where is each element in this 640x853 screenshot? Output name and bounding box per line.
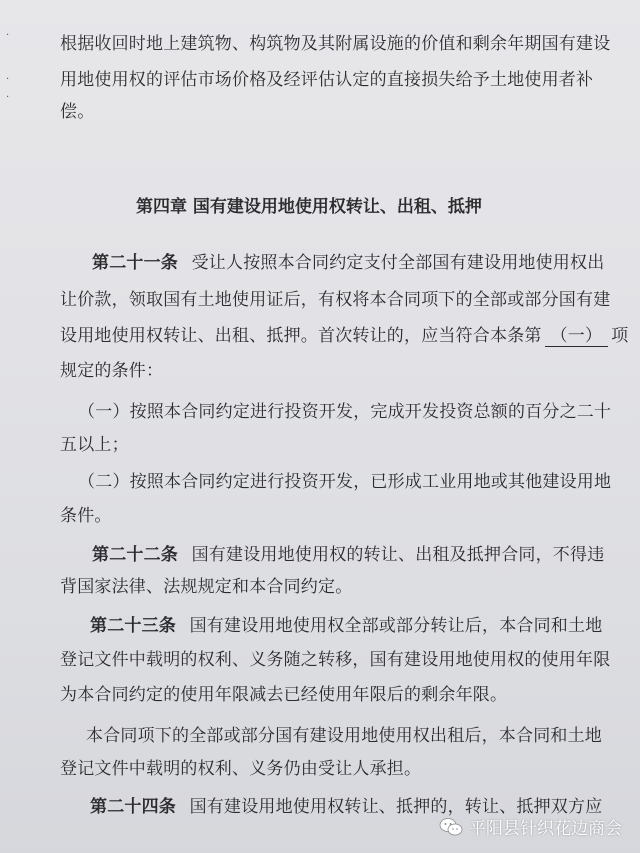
watermark (439, 814, 622, 839)
margin-mark: · (6, 30, 10, 41)
article-21-text: 受让人按照本合同约定支付全部国有建设用地使用权出 (191, 253, 605, 273)
article-21-blank-field: （一） (545, 326, 609, 347)
article-21-line-4: 规定的条件： (60, 361, 164, 381)
wechat-icon (439, 817, 463, 837)
article-21-line-3 (60, 326, 628, 347)
article-22-text: 国有建设用地使用权的转让、出租及抵押合同，不得违 (191, 545, 605, 565)
article-23-para2-line-2: 登记文件中载明的权利、义务仍由受让人承担。 (60, 759, 422, 779)
article-23-para2-line-1: 本合同项下的全部或部分国有建设用地使用权出租后，本合同和土地 (86, 726, 602, 746)
chapter-heading: 第四章 国有建设用地使用权转让、出租、抵押 (136, 197, 482, 217)
margin-mark: · (6, 92, 10, 103)
intro-line-3: 偿。 (60, 102, 95, 122)
intro-line-2: 用地使用权的评估市场价格及经评估认定的直接损失给予土地使用者补 (60, 70, 594, 90)
article-22-line-1 (92, 545, 604, 565)
article-23-line-2: 登记文件中载明的权利、义务随之转移，国有建设用地使用权的使用年限 (60, 650, 611, 670)
condition-1-line-1: （一）按照本合同约定进行投资开发，完成开发投资总额的百分之二十 (78, 402, 612, 422)
article-24-text: 国有建设用地使用权转让、抵押的，转让、抵押双方应 (189, 797, 603, 817)
condition-2-line-2: 条件。 (60, 506, 112, 526)
watermark-text: 平阳县针织花边商会 (469, 819, 622, 839)
article-21-line-3-after: 项 (611, 326, 629, 346)
article-22-label: 第二十二条 (92, 545, 178, 565)
article-21-line-2: 让价款，领取国有土地使用证后，有权将本合同项下的全部或部分国有建 (60, 290, 611, 310)
article-23-line-3: 为本合同约定的使用年限减去已经使用年限后的剩余年限。 (60, 685, 508, 705)
intro-line-1: 根据收回时地上建筑物、构筑物及其附属设施的价值和剩余年期国有建设 (60, 34, 611, 54)
condition-2-line-1: （二）按照本合同约定进行投资开发，已形成工业用地或其他建设用地 (78, 472, 612, 492)
condition-1-line-2: 五以上； (60, 435, 129, 455)
article-21-line-3-before: 设用地使用权转让、出租、抵押。首次转让的，应当符合本条第 (60, 326, 542, 346)
article-22-line-2: 背国家法律、法规规定和本合同约定。 (60, 577, 353, 597)
article-23-label: 第二十三条 (90, 616, 176, 636)
article-21-label: 第二十一条 (92, 253, 178, 273)
article-24-label: 第二十四条 (90, 797, 176, 817)
article-23-line-1 (90, 616, 602, 636)
article-21-line-1 (92, 253, 604, 273)
margin-mark: · (6, 74, 10, 85)
article-23-text: 国有建设用地使用权全部或部分转让后，本合同和土地 (189, 616, 603, 636)
